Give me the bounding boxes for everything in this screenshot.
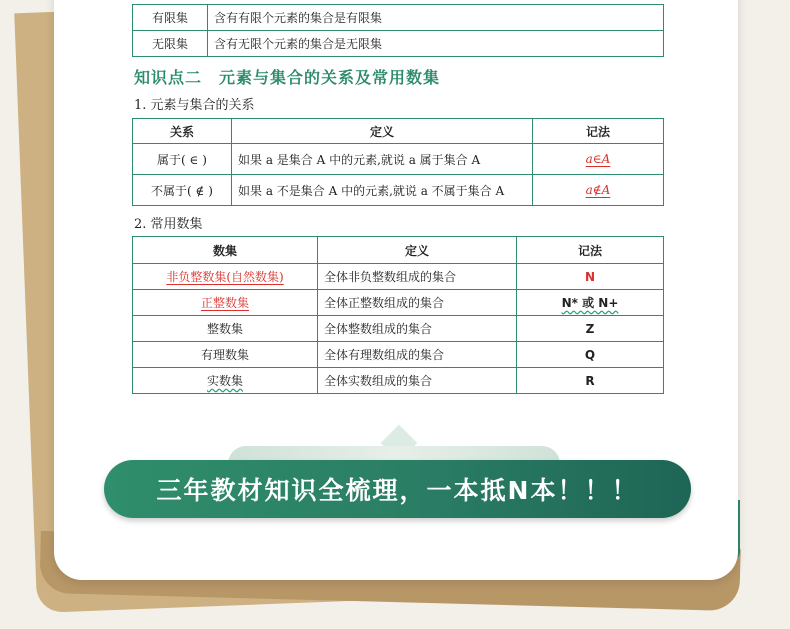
- table-row: [133, 264, 664, 290]
- set-name: 非负整数集(自然数集): [133, 264, 318, 290]
- finite-set-table: [132, 4, 664, 57]
- set-definition: 全体整数组成的集合: [318, 316, 517, 342]
- column-header: 记法: [533, 119, 664, 144]
- promo-banner: [104, 460, 691, 518]
- banner-text: 三年教材知识全梳理，一本抵N本！！！: [156, 476, 639, 505]
- subsection-title: 1. 元素与集合的关系: [134, 98, 255, 113]
- set-definition: 含有有限个元素的集合是有限集: [208, 5, 664, 31]
- table-row: [133, 368, 664, 394]
- set-notation: N* 或 N+: [517, 290, 664, 316]
- table-row: [133, 5, 664, 31]
- set-definition: 含有无限个元素的集合是无限集: [208, 31, 664, 57]
- relation-notation: a∉A: [533, 175, 664, 206]
- column-header: 数集: [133, 237, 318, 264]
- table-header-row: [133, 119, 664, 144]
- set-definition: 全体有理数组成的集合: [318, 342, 517, 368]
- column-header: 记法: [517, 237, 664, 264]
- table-row: [133, 144, 664, 175]
- set-definition: 全体实数组成的集合: [318, 368, 517, 394]
- relation-definition: 如果 a 不是集合 A 中的元素,就说 a 不属于集合 A: [232, 175, 533, 206]
- set-notation: Z: [517, 316, 664, 342]
- number-sets-table: [132, 236, 664, 394]
- set-name: 实数集: [133, 368, 318, 394]
- column-header: 定义: [318, 237, 517, 264]
- set-name: 整数集: [133, 316, 318, 342]
- column-header: 关系: [133, 119, 232, 144]
- table-row: [133, 175, 664, 206]
- relation-name: 属于( ∈ ): [133, 144, 232, 175]
- table-header-row: [133, 237, 664, 264]
- set-definition: 全体正整数组成的集合: [318, 290, 517, 316]
- relation-notation: a∈A: [533, 144, 664, 175]
- table-row: [133, 342, 664, 368]
- set-notation: R: [517, 368, 664, 394]
- table-row: [133, 31, 664, 57]
- column-header: 定义: [232, 119, 533, 144]
- relation-name: 不属于( ∉ ): [133, 175, 232, 206]
- table-row: [133, 290, 664, 316]
- set-notation: N: [517, 264, 664, 290]
- set-notation: Q: [517, 342, 664, 368]
- set-name: 无限集: [133, 31, 208, 57]
- table-row: [133, 316, 664, 342]
- set-name: 有限集: [133, 5, 208, 31]
- set-definition: 全体非负整数组成的集合: [318, 264, 517, 290]
- relation-definition: 如果 a 是集合 A 中的元素,就说 a 属于集合 A: [232, 144, 533, 175]
- section-title: 知识点二 元素与集合的关系及常用数集: [134, 68, 441, 87]
- subsection-title: 2. 常用数集: [134, 217, 203, 232]
- set-name: 有理数集: [133, 342, 318, 368]
- set-name: 正整数集: [133, 290, 318, 316]
- relation-table: [132, 118, 664, 206]
